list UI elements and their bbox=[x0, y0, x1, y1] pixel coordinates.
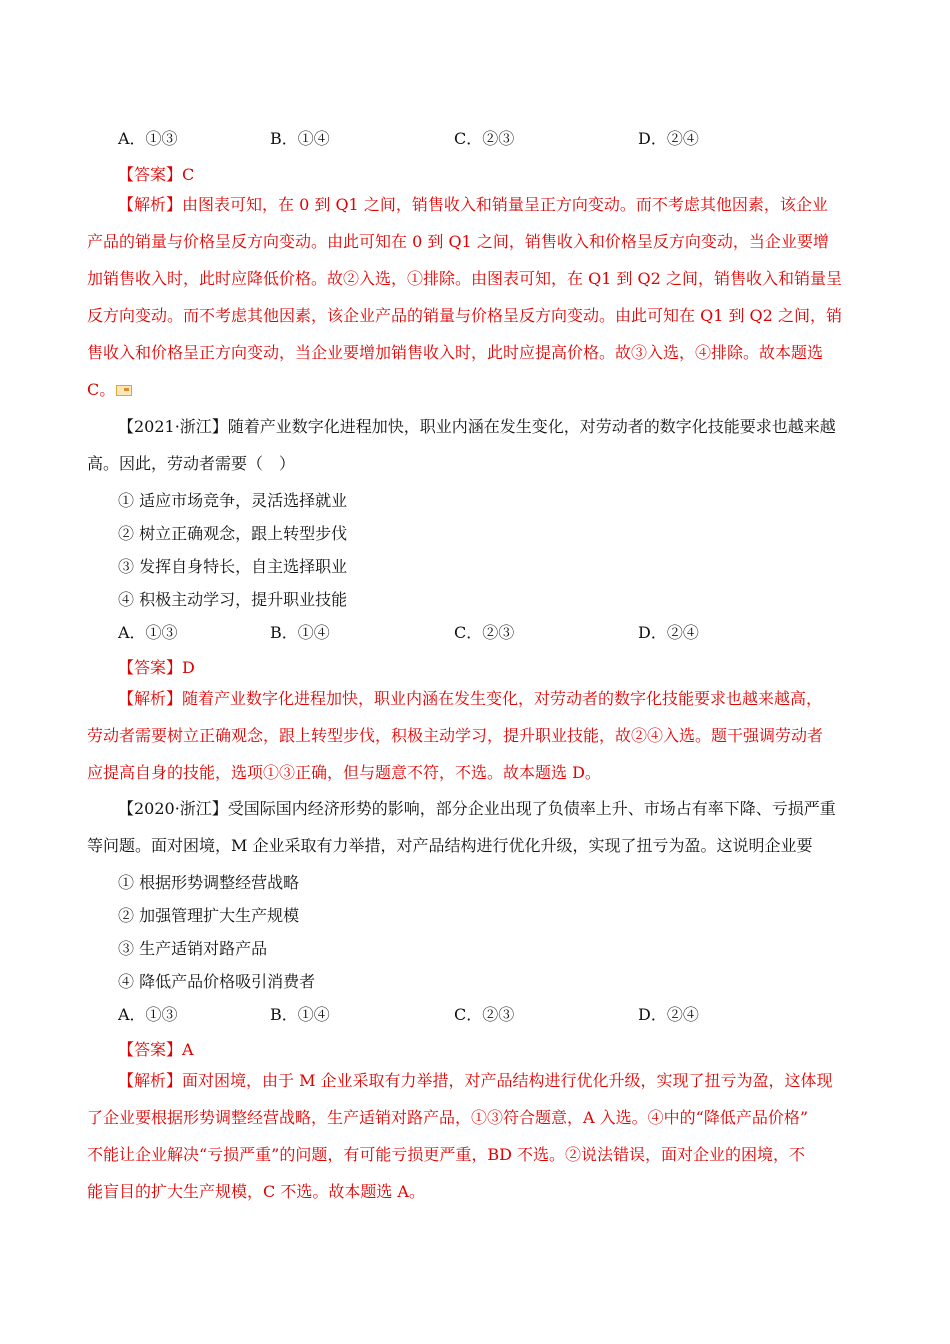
option-c: C．②③ bbox=[454, 129, 515, 148]
answer-2: 【答案】D bbox=[118, 658, 195, 677]
analysis-1-line: 加销售收入时，此时应降低价格。故②入选，①排除。由图表可知，在 Q1 到 Q2 之间，销售收入和销量呈 bbox=[87, 269, 842, 288]
question-3-line: 【2020·浙江】受国际国内经济形势的影响，部分企业出现了负债率上升、市场占有率下降、亏损严重 bbox=[118, 799, 836, 818]
analysis-2-line: 劳动者需要树立正确观念，跟上转型步伐，积极主动学习，提升职业技能，故②④入选。题干强调劳动者 bbox=[87, 726, 824, 745]
answer-1: 【答案】C bbox=[118, 165, 195, 184]
analysis-3-line: 能盲目的扩大生产规模，C 不选。故本题选 A。 bbox=[87, 1182, 425, 1201]
option-c: C．②③ bbox=[454, 623, 515, 642]
analysis-2-line: 【解析】随着产业数字化进程加快，职业内涵在发生变化，对劳动者的数字化技能要求也越来越高， bbox=[118, 689, 823, 708]
options-row-3 bbox=[118, 1002, 758, 1026]
statement-2-1: ① 适应市场竞争，灵活选择就业 bbox=[118, 491, 348, 510]
analysis-3 bbox=[87, 1062, 863, 1210]
question-2 bbox=[87, 408, 863, 482]
analysis-3-line: 了企业要根据形势调整经营战略，生产适销对路产品，①③符合题意，A 入选。④中的“降低产品价格” bbox=[87, 1108, 809, 1127]
option-a: A．①③ bbox=[118, 623, 178, 642]
analysis-1-line: 产品的销量与价格呈反方向变动。由此可知在 0 到 Q1 之间，销售收入和价格呈反方向变动，当企业要增 bbox=[87, 232, 829, 251]
analysis-1-line: 【解析】由图表可知，在 0 到 Q1 之间，销售收入和销量呈正方向变动。而不考虑其他因素，该企业 bbox=[118, 195, 828, 214]
option-d: D．②④ bbox=[638, 1005, 699, 1024]
analysis-1-end-text: C。 bbox=[87, 380, 116, 399]
analysis-1-last-line bbox=[87, 371, 863, 408]
question-2-line: 【2021·浙江】随着产业数字化进程加快，职业内涵在发生变化，对劳动者的数字化技能要求也越来越 bbox=[118, 417, 836, 436]
analysis-3-line: 【解析】面对困境，由于 M 企业采取有力举措，对产品结构进行优化升级，实现了扭亏为盈，这体现 bbox=[118, 1071, 833, 1090]
question-3-line: 等问题。面对困境，M 企业采取有力举措，对产品结构进行优化升级，实现了扭亏为盈。这说明企业要 bbox=[87, 836, 813, 855]
image-placeholder-icon bbox=[116, 385, 132, 396]
statement-3-4: ④ 降低产品价格吸引消费者 bbox=[118, 972, 316, 991]
analysis-1-line: 反方向变动。而不考虑其他因素，该企业产品的销量与价格呈反方向变动。由此可知在 Q1 到 Q2 之间，销 bbox=[87, 306, 842, 325]
statement-3-3: ③ 生产适销对路产品 bbox=[118, 939, 268, 958]
question-3 bbox=[87, 790, 863, 864]
analysis-1-line: 售收入和价格呈正方向变动，当企业要增加销售收入时，此时应提高价格。故③入选，④排除。故本题选 bbox=[87, 343, 824, 362]
option-b: B．①④ bbox=[270, 623, 330, 642]
option-a: A．①③ bbox=[118, 129, 178, 148]
statement-2-2: ② 树立正确观念，跟上转型步伐 bbox=[118, 524, 348, 543]
statement-3-1: ① 根据形势调整经营战略 bbox=[118, 873, 300, 892]
analysis-1 bbox=[87, 186, 863, 408]
statement-2-4: ④ 积极主动学习，提升职业技能 bbox=[118, 590, 348, 609]
statement-2-3: ③ 发挥自身特长，自主选择职业 bbox=[118, 557, 348, 576]
option-d: D．②④ bbox=[638, 129, 699, 148]
statement-3-2: ② 加强管理扩大生产规模 bbox=[118, 906, 300, 925]
answer-3: 【答案】A bbox=[118, 1040, 194, 1059]
option-d: D．②④ bbox=[638, 623, 699, 642]
analysis-2-line: 应提高自身的技能，选项①③正确，但与题意不符，不选。故本题选 D。 bbox=[87, 763, 601, 782]
question-2-line: 高。因此，劳动者需要（ ） bbox=[87, 454, 296, 473]
option-a: A．①③ bbox=[118, 1005, 178, 1024]
options-row-1 bbox=[118, 126, 758, 150]
option-b: B．①④ bbox=[270, 1005, 330, 1024]
option-c: C．②③ bbox=[454, 1005, 515, 1024]
options-row-2 bbox=[118, 620, 758, 644]
option-b: B．①④ bbox=[270, 129, 330, 148]
analysis-3-line: 不能让企业解决“亏损严重”的问题，有可能亏损更严重，BD 不选。②说法错误，面对企业的困境，不 bbox=[87, 1145, 806, 1164]
analysis-2 bbox=[87, 680, 863, 791]
